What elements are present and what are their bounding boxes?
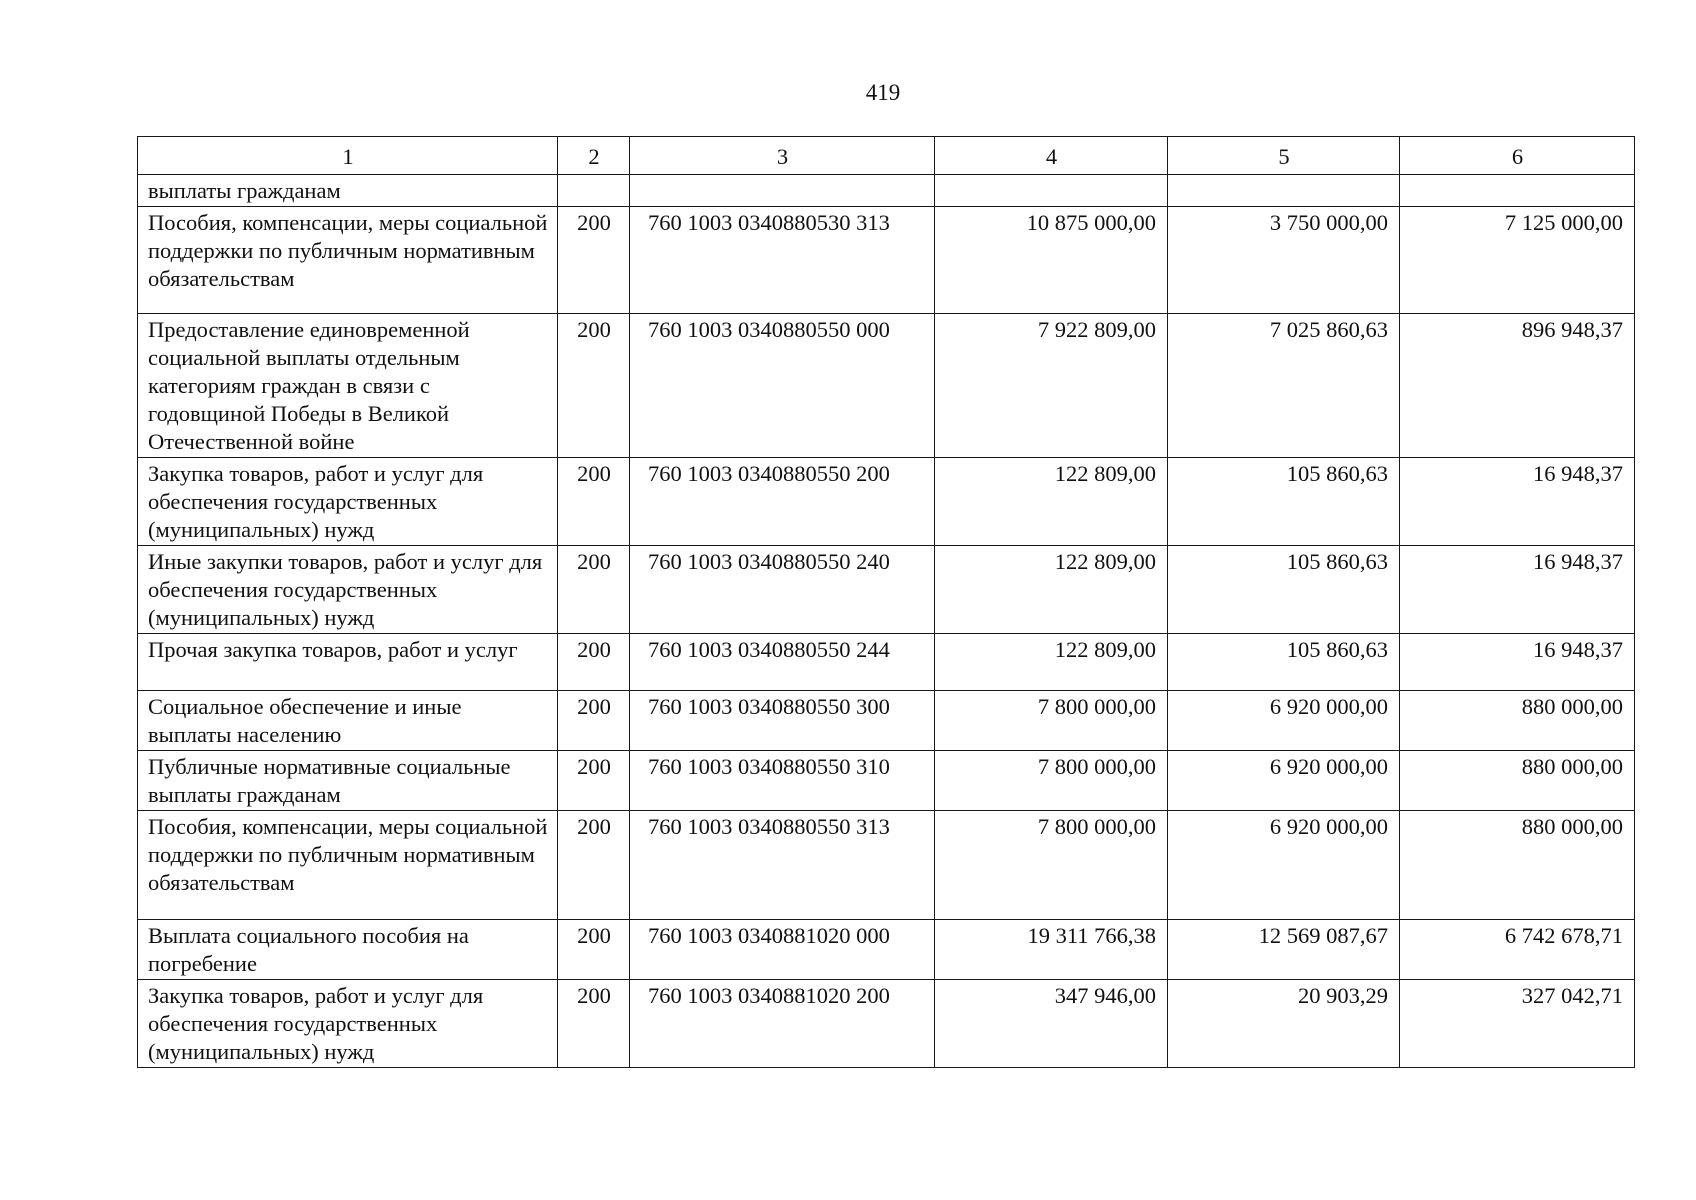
table-row xyxy=(138,207,1635,314)
cell-col2: 200 xyxy=(558,207,630,314)
column-number-5: 5 xyxy=(1168,137,1400,175)
column-number-2: 2 xyxy=(558,137,630,175)
cell-col6: 880 000,00 xyxy=(1400,751,1635,811)
cell-name: Публичные нормативные социальные выплаты гражданам xyxy=(138,751,558,811)
cell-col4: 7 800 000,00 xyxy=(935,751,1168,811)
cell-code: 760 1003 0340880550 310 xyxy=(630,751,935,811)
cell-col6: 6 742 678,71 xyxy=(1400,920,1635,980)
table-row xyxy=(138,546,1635,634)
cell-col6: 896 948,37 xyxy=(1400,314,1635,458)
cell-col6: 327 042,71 xyxy=(1400,980,1635,1068)
cell-col5: 6 920 000,00 xyxy=(1168,811,1400,920)
cell-col5 xyxy=(1168,175,1400,207)
cell-col4: 7 800 000,00 xyxy=(935,691,1168,751)
cell-col4: 7 922 809,00 xyxy=(935,314,1168,458)
cell-name: Социальное обеспечение и иные выплаты населению xyxy=(138,691,558,751)
cell-name: Прочая закупка товаров, работ и услуг xyxy=(138,634,558,691)
cell-col2: 200 xyxy=(558,691,630,751)
table-row xyxy=(138,314,1635,458)
cell-col6 xyxy=(1400,175,1635,207)
cell-col6: 16 948,37 xyxy=(1400,546,1635,634)
column-number-1: 1 xyxy=(138,137,558,175)
cell-name: Пособия, компенсации, меры социальной поддержки по публичным нормативным обязательствам xyxy=(138,811,558,920)
cell-code: 760 1003 0340880550 244 xyxy=(630,634,935,691)
table-row xyxy=(138,691,1635,751)
cell-col5: 20 903,29 xyxy=(1168,980,1400,1068)
column-number-6: 6 xyxy=(1400,137,1635,175)
cell-col2: 200 xyxy=(558,314,630,458)
table-row xyxy=(138,751,1635,811)
table-row xyxy=(138,811,1635,920)
cell-col2: 200 xyxy=(558,546,630,634)
table-row xyxy=(138,634,1635,691)
page-number: 419 xyxy=(865,80,901,105)
cell-code xyxy=(630,175,935,207)
cell-code: 760 1003 0340880550 240 xyxy=(630,546,935,634)
cell-code: 760 1003 0340880550 313 xyxy=(630,811,935,920)
cell-col6: 7 125 000,00 xyxy=(1400,207,1635,314)
cell-col2: 200 xyxy=(558,458,630,546)
column-number-3: 3 xyxy=(630,137,935,175)
table-row xyxy=(138,175,1635,207)
cell-name: Закупка товаров, работ и услуг для обеспечения государственных (муниципальных) нужд xyxy=(138,980,558,1068)
cell-col2 xyxy=(558,175,630,207)
cell-code: 760 1003 0340880550 200 xyxy=(630,458,935,546)
budget-table xyxy=(137,136,1635,1068)
cell-code: 760 1003 0340880550 300 xyxy=(630,691,935,751)
cell-name: Выплата социального пособия на погребение xyxy=(138,920,558,980)
cell-col5: 105 860,63 xyxy=(1168,546,1400,634)
cell-col4: 122 809,00 xyxy=(935,458,1168,546)
cell-code: 760 1003 0340881020 200 xyxy=(630,980,935,1068)
cell-col5: 3 750 000,00 xyxy=(1168,207,1400,314)
cell-col4: 7 800 000,00 xyxy=(935,811,1168,920)
cell-col4: 122 809,00 xyxy=(935,546,1168,634)
cell-col4: 19 311 766,38 xyxy=(935,920,1168,980)
cell-code: 760 1003 0340881020 000 xyxy=(630,920,935,980)
budget-table-body xyxy=(138,137,1635,1068)
cell-col4 xyxy=(935,175,1168,207)
cell-code: 760 1003 0340880530 313 xyxy=(630,207,935,314)
table-row xyxy=(138,920,1635,980)
table-row xyxy=(138,980,1635,1068)
cell-col2: 200 xyxy=(558,634,630,691)
column-number-4: 4 xyxy=(935,137,1168,175)
cell-col6: 16 948,37 xyxy=(1400,458,1635,546)
cell-col6: 880 000,00 xyxy=(1400,811,1635,920)
cell-col2: 200 xyxy=(558,751,630,811)
cell-col6: 880 000,00 xyxy=(1400,691,1635,751)
cell-name: Пособия, компенсации, меры социальной поддержки по публичным нормативным обязательствам xyxy=(138,207,558,314)
cell-col5: 7 025 860,63 xyxy=(1168,314,1400,458)
table-row xyxy=(138,458,1635,546)
cell-col5: 12 569 087,67 xyxy=(1168,920,1400,980)
cell-code: 760 1003 0340880550 000 xyxy=(630,314,935,458)
cell-col2: 200 xyxy=(558,980,630,1068)
cell-col4: 347 946,00 xyxy=(935,980,1168,1068)
cell-name: Предоставление единовременной социальной выплаты отдельным категориям граждан в связи с годовщиной Победы в Великой Отечественной войне xyxy=(138,314,558,458)
cell-col5: 6 920 000,00 xyxy=(1168,691,1400,751)
cell-col2: 200 xyxy=(558,811,630,920)
cell-name: Иные закупки товаров, работ и услуг для обеспечения государственных (муниципальных) нужд xyxy=(138,546,558,634)
cell-col5: 105 860,63 xyxy=(1168,458,1400,546)
cell-name: Закупка товаров, работ и услуг для обеспечения государственных (муниципальных) нужд xyxy=(138,458,558,546)
column-number-row xyxy=(138,137,1635,175)
cell-col5: 6 920 000,00 xyxy=(1168,751,1400,811)
cell-col5: 105 860,63 xyxy=(1168,634,1400,691)
cell-name: выплаты гражданам xyxy=(138,175,558,207)
cell-col6: 16 948,37 xyxy=(1400,634,1635,691)
cell-col4: 122 809,00 xyxy=(935,634,1168,691)
cell-col2: 200 xyxy=(558,920,630,980)
cell-col4: 10 875 000,00 xyxy=(935,207,1168,314)
